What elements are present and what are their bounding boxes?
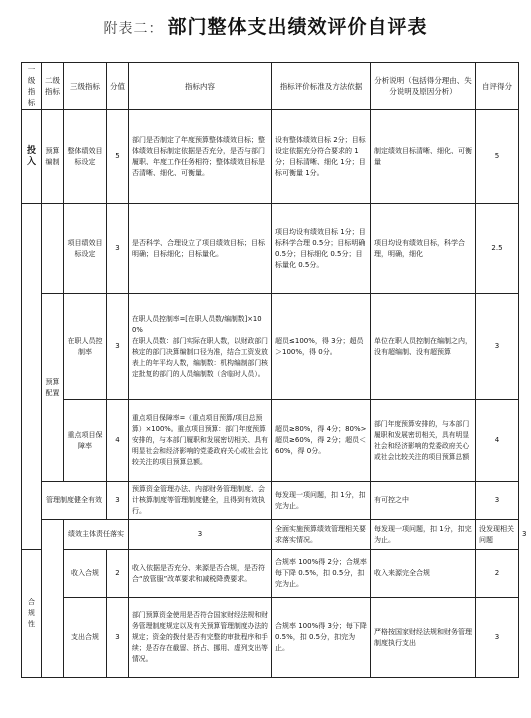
score-cell: 3 (129, 520, 272, 550)
level1-empty (22, 204, 42, 550)
content-cell: 是否科学、合理设立了项目绩效目标；目标明确；目标细化；目标量化。 (129, 204, 272, 294)
content-cell: 重点项目保障率=（重点项目预算/项目总预算）×100%。重点项目预算：部门年度预算安排的，与本部门履职和发展密切相关、具有明显社会和经济影响的党委政府关心或社会比较关注的项目预算总额。 (129, 400, 272, 482)
header-l2: 二级指标 (42, 63, 64, 110)
score-cell: 2 (107, 550, 129, 598)
header-content: 指标内容 (129, 63, 272, 110)
score-cell: 3 (107, 482, 129, 520)
level1-input: 投入 (22, 110, 42, 204)
self-score-cell: 3 (476, 482, 519, 520)
standard-cell: 超员≥80%，得 4分；80%>超员≥60%，得 2分；超员＜60%，得 0分。 (272, 400, 371, 482)
table-row (22, 294, 519, 400)
analysis-cell: 项目均设有绩效目标，科学合理，明确，细化 (371, 204, 476, 294)
standard-cell: 合规率 100%得 3分；每下降 0.5%，扣 0.5分，扣完为止。 (272, 598, 371, 678)
level3-cell: 在职人员控制率 (64, 294, 107, 400)
content-cell: 部门是否制定了年度预算整体绩效目标；整体绩效目标制定依据是否充分，是否与部门履职、年度工作任务相符；整体绩效目标是否清晰、细化、可衡量。 (129, 110, 272, 204)
header-score: 分值 (107, 63, 129, 110)
self-score-cell: 5 (476, 110, 519, 204)
level2-mgmt-system: 管理制度健全有效 (42, 482, 107, 520)
title-prefix: 附表二： (103, 21, 164, 37)
analysis-cell: 单位在职人员控制在编制之内，没有超编制、没有超预算 (371, 294, 476, 400)
standard-cell: 超员≤100%，得 3分；超员＞100%，得 0分。 (272, 294, 371, 400)
analysis-cell: 收入来源完全合规 (371, 550, 476, 598)
analysis-cell: 没发现相关问题 (476, 520, 519, 550)
analysis-cell: 部门年度预算安排的，与本部门履职和发展密切相关，具有明显社会和经济影响的党委政府关心或社会比较关注的项目预算总额 (371, 400, 476, 482)
level1-empty-lower (42, 520, 64, 678)
level3-cell: 支出合规 (64, 598, 107, 678)
level3-cell: 整体绩效目标设定 (64, 110, 107, 204)
score-cell: 3 (107, 598, 129, 678)
table-row (22, 110, 519, 204)
level2-compliance: 合规性 (22, 550, 42, 678)
level2-performance-resp: 绩效主体责任落实 (64, 520, 129, 550)
standard-cell: 每发现一项问题，扣 1分，扣完为止。 (371, 520, 476, 550)
score-cell: 5 (107, 110, 129, 204)
header-l3: 三级指标 (64, 63, 107, 110)
level2-empty (42, 204, 64, 294)
self-score-cell: 2.5 (476, 204, 519, 294)
header-l1: 一级指标 (22, 63, 42, 110)
table-row (22, 550, 519, 598)
score-cell: 4 (107, 400, 129, 482)
header-row (22, 63, 519, 110)
table-row: 绩效主体责任落实 3 全面实施预算绩效管理相关要求落实情况。 每发现一项问题，扣 1分，扣完为止。 没发现相关问题 3 (22, 520, 519, 550)
header-standard: 指标评价标准及方法依据 (272, 63, 371, 110)
content-line: 在职人员数：部门实际在职人数，以财政部门核定的部门决算编制口径为准，结合工资发放表上的年平均人数，编制数：机构编制部门核定批复的部门的人员编制数（含临时人员）。 (132, 336, 268, 378)
title-text: 部门整体支出绩效评价自评表 (167, 16, 428, 38)
table-row (22, 598, 519, 678)
analysis-cell: 制定绩效目标清晰、细化、可衡量 (371, 110, 476, 204)
self-score-cell: 4 (476, 400, 519, 482)
self-score-cell: 3 (476, 294, 519, 400)
table-row (22, 204, 519, 294)
header-self: 自评得分 (476, 63, 519, 110)
analysis-cell: 严格按国家财经法规和财务管理制度执行支出 (371, 598, 476, 678)
level3-cell: 项目绩效目标设定 (64, 204, 107, 294)
evaluation-table (21, 62, 527, 678)
analysis-cell: 有可控之中 (371, 482, 476, 520)
score-cell: 3 (107, 204, 129, 294)
standard-cell: 项目均设有绩效目标 1分；目标科学合理 0.5分；目标明确 0.5分；目标细化 0.5分；目标量化 0.5分。 (272, 204, 371, 294)
document-title (0, 12, 531, 39)
content-cell (129, 294, 272, 400)
content-cell: 收入依据是否充分、来源是否合规，是否符合“放管服”改革要求和减税降费要求。 (129, 550, 272, 598)
content-line: 在职人员控制率=[在职人员数/编制数]×100% (132, 314, 262, 334)
content-cell: 部门预算资金使用是否符合国家财经法规和财务管理制度规定以及有关预算管理制度办法的规定；资金的拨付是否有完整的审批程序和手续；是否存在截留、挤占、挪用、虚列支出等情况。 (129, 598, 272, 678)
content-cell: 预算资金管理办法、内部财务管理制度、会计核算制度等管理制度健全，且得到有效执行。 (129, 482, 272, 520)
self-score-cell: 2 (476, 550, 519, 598)
level3-cell: 收入合规 (64, 550, 107, 598)
content-cell: 全面实施预算绩效管理相关要求落实情况。 (272, 520, 371, 550)
table-row (22, 482, 519, 520)
level2-budget-config: 预算配置 (42, 294, 64, 482)
self-score-cell: 3 (476, 598, 519, 678)
standard-cell: 每发现一项问题，扣 1分，扣完为止。 (272, 482, 371, 520)
standard-cell: 合规率 100%得 2分；合规率每下降 0.5%，扣 0.5分，扣完为止。 (272, 550, 371, 598)
table-row (22, 400, 519, 482)
header-analysis: 分析说明（包括得分理由、失分说明及原因分析） (371, 63, 476, 110)
score-cell: 3 (107, 294, 129, 400)
level2-budget-prep: 预算编制 (42, 110, 64, 204)
level3-cell: 重点项目保障率 (64, 400, 107, 482)
standard-cell: 设有整体绩效目标 2分；目标设定依据充分符合要求的 1分；目标清晰、细化 1分；目标可衡量 1分。 (272, 110, 371, 204)
